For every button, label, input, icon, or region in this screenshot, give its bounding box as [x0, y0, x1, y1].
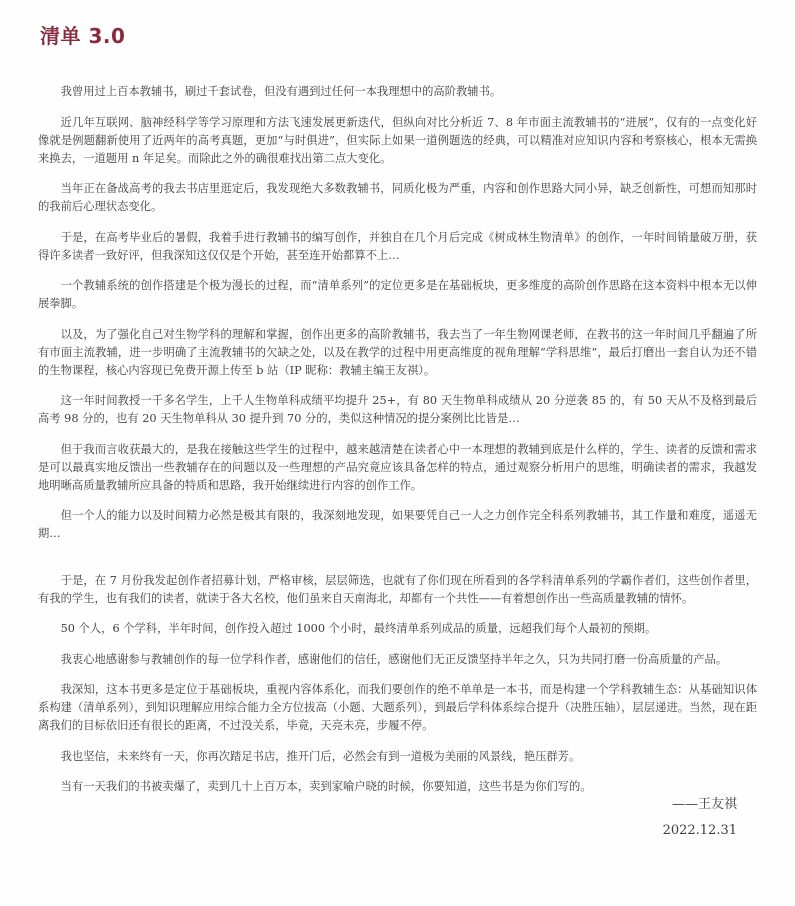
paragraph: 我也坚信，未来终有一天，你再次踏足书店，推开门后，必然会有到一道极为美丽的风景线，艳压群芳。 — [60, 749, 581, 763]
signature-name: ——王友祺 — [671, 797, 737, 812]
paragraph: 当有一天我们的书被卖爆了，卖到几十上百万本，卖到家喻户晓的时候，你要知道，这些书是为你们写的。 — [60, 780, 592, 793]
paragraph: 于是，在 7 月份我发起创作者招募计划，严格审核，层层筛选，也就有了你们现在所看到的各学科清单系列的学霸作者们，这些创作者里，有我的学生，也有我们的读者，就读于各大名校，他们虽来自天南海北，却都有一个共性——有着想创作出一些高质量教辅的情怀。 — [38, 573, 757, 605]
paragraph: 于是，在高考毕业后的暑假，我着手进行教辅书的编写创作，并独自在几个月后完成《树成林生物清单》的创作，一年时间销量破万册，获得许多读者一致好评，但我深知这仅仅是个开始，甚至连开始都算不上… — [38, 230, 757, 262]
paragraph: 我衷心地感谢参与教辅创作的每一位学科作者，感谢他们的信任，感谢他们无正反馈坚持半年之久，只为共同打磨一份高质量的产品。 — [60, 652, 728, 666]
paragraph: 以及，为了强化自己对生物学科的理解和掌握，创作出更多的高阶教辅书，我去当了一年生物网课老师，在教书的这一年时间几乎翻遍了所有市面主流教辅，进一步明确了主流教辅书的欠缺之处，以及在教学的过程中用更高维度的视角理解“学科思维”，最后打磨出一套自认为还不错的生物课程，核心内容现已免费开源上传至 b 站（IP 昵称：教辅主编王友祺）。 — [38, 327, 757, 377]
paragraph: 但于我而言收获最大的，是我在接触这些学生的过程中，越来越清楚在读者心中一本理想的教辅到底是什么样的，学生、读者的反馈和需求是可以最真实地反馈出一些教辅存在的问题以及一些理想的产品究竟应该具备怎样的特点，通过观察分析用户的思维，明确读者的需求，我越发地明晰高质量教辅所应具备的特质和思路，我开始继续进行内容的创作工作。 — [38, 442, 757, 492]
signature-date: 2022.12.31 — [662, 823, 737, 838]
preface-body-part1 — [38, 83, 757, 543]
paragraph: 这一年时间教授一千多名学生，上千人生物单科成绩平均提升 25+，有 80 天生物单科成绩从 20 分逆袭 85 的，有 50 天从不及格到最后高考 98 分的，也有 20 天生物单科从 30 提升到 70 分的，类似这种情况的提分案例比比皆是… — [38, 394, 757, 425]
paragraph: 50 个人，6 个学科，半年时间，创作投入超过 1000 个小时，最终清单系列成品的质量，远超我们每个人最初的预期。 — [60, 622, 657, 635]
paragraph: 我曾用过上百本教辅书，刷过千套试卷，但没有遇到过任何一本我理想中的高阶教辅书。 — [60, 85, 502, 98]
signature-block — [663, 792, 737, 844]
page-title: 清单 3.0 — [40, 24, 126, 48]
paragraph: 当年正在备战高考的我去书店里逛定后，我发现绝大多数教辅书，同质化极为严重，内容和创作思路大同小异，缺乏创新性，可想而知那时的我前后心理状态变化。 — [38, 182, 757, 213]
paragraph: 但一个人的能力以及时间精力必然是极其有限的，我深刻地发现，如果要凭自己一人之力创作完全科系列教辅书，其工作量和难度，遥遥无期… — [38, 509, 757, 540]
paragraph: 近几年互联网、脑神经科学等学习原理和方法飞速发展更新迭代，但纵向对比分析近 7、8 年市面主流教辅书的“进展”，仅有的一点变化好像就是例题翻新使用了近两年的高考真题，更加“与时俱进”，但实际上如果一道例题选的经典，可以精准对应知识内容和考察核心，根本无需换来换去，一道题用 n 年足矣。而除此之外的确很难找出第二点大变化。 — [38, 115, 757, 165]
preface-body-part2 — [38, 572, 757, 797]
section-gap — [38, 556, 757, 572]
paragraph: 一个教辅系统的创作搭建是个极为漫长的过程，而“清单系列”的定位更多是在基础板块，更多维度的高阶创作思路在这本资料中根本无以伸展拳脚。 — [38, 279, 757, 310]
paragraph: 我深知，这本书更多是定位于基础板块，重视内容体系化，而我们要创作的绝不单单是一本书，而是构建一个学科教辅生态：从基础知识体系构建（清单系列），到知识理解应用综合能力全方位拔高（小题、大题系列），到最后学科体系综合提升（决胜压轴），层层递进。当然，现在距离我们的目标依旧还有很长的距离，不过没关系，毕竟，天亮未亮，步履不停。 — [38, 683, 757, 732]
